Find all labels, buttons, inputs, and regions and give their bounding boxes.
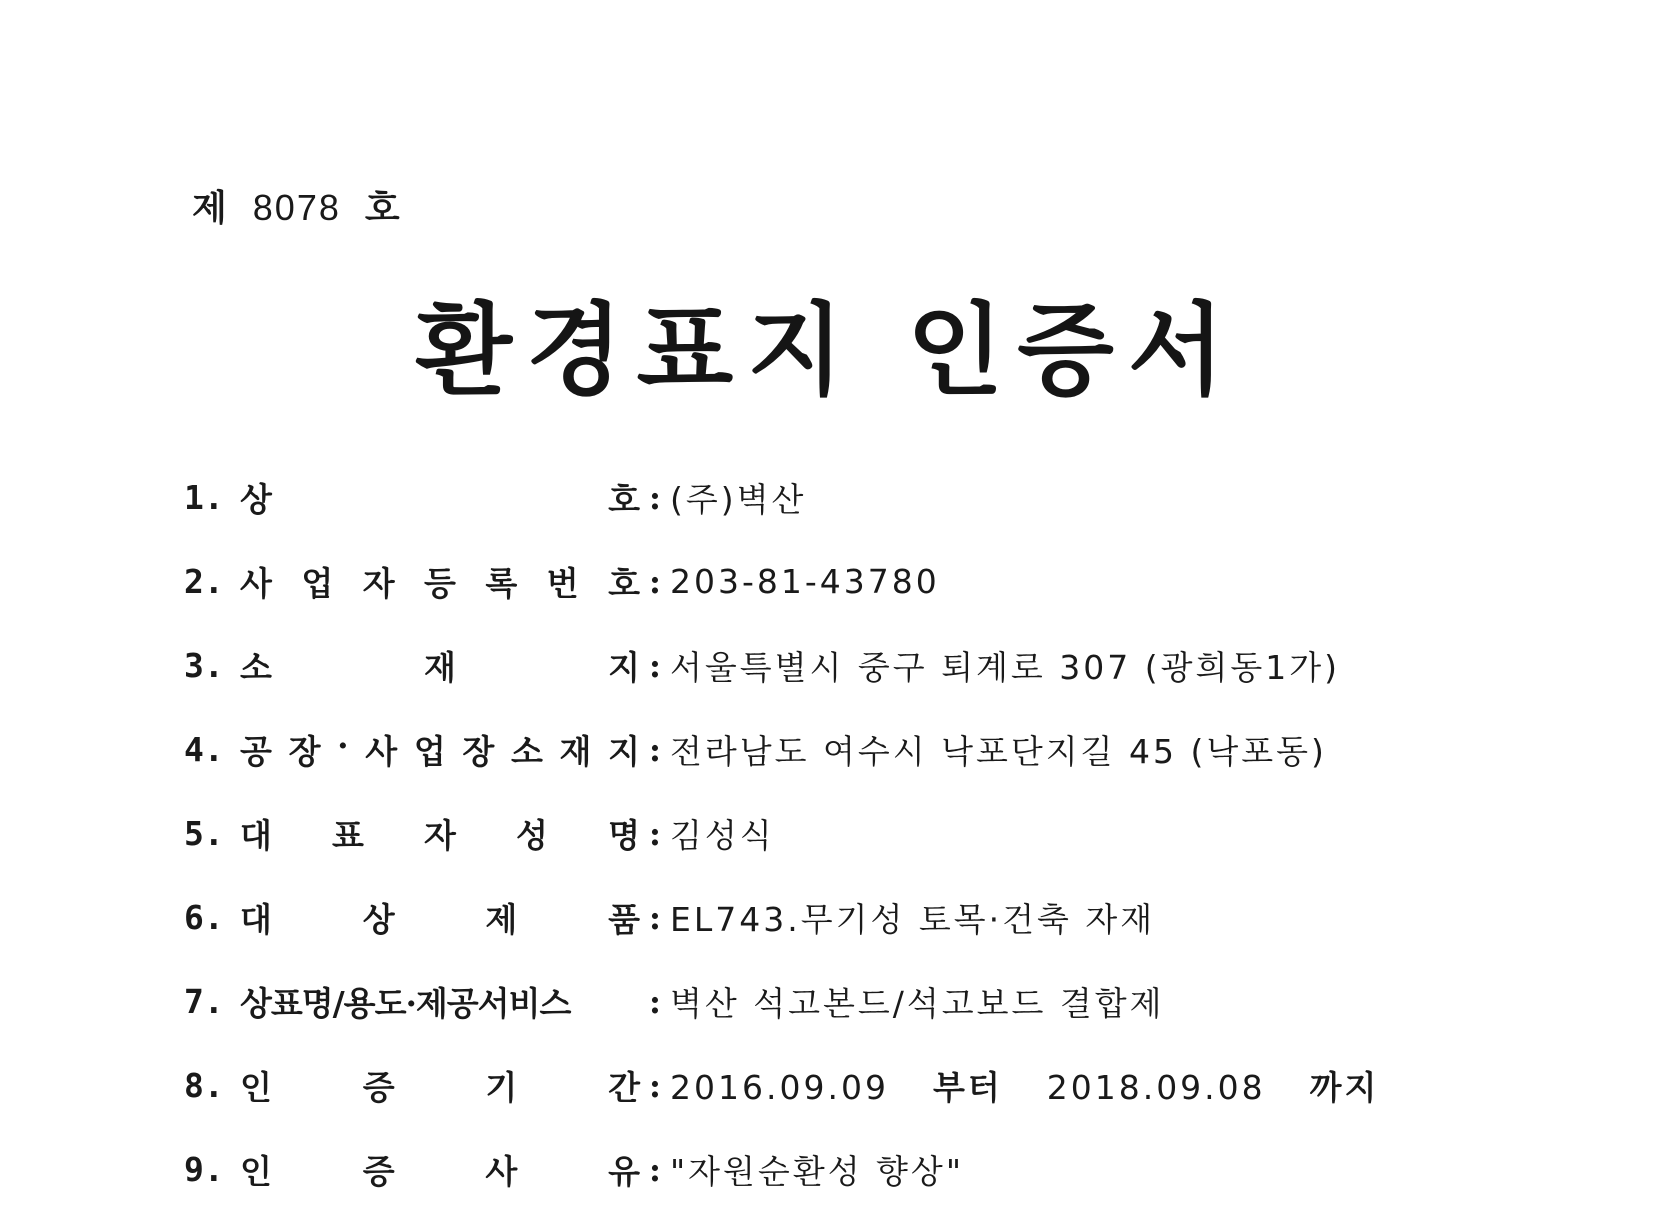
label-char: · xyxy=(337,725,349,765)
label-char: 호 xyxy=(608,479,640,519)
label-char: 대 xyxy=(240,815,272,855)
field-colon: : xyxy=(648,1149,662,1189)
label-char: 사 xyxy=(240,563,272,603)
certificate-number-value: 8078 xyxy=(252,187,341,228)
field-colon: : xyxy=(648,897,662,937)
label-char: 업 xyxy=(413,731,446,771)
label-char: 재 xyxy=(559,731,592,771)
field-index: 6. xyxy=(184,897,224,937)
field-colon: : xyxy=(648,1065,662,1105)
label-char: 호 xyxy=(608,563,640,603)
field-index: 5. xyxy=(184,813,224,853)
field-label xyxy=(184,978,640,1025)
field-index: 3. xyxy=(184,645,224,685)
label-char: 자 xyxy=(424,815,456,855)
label-char: 장 xyxy=(288,731,321,771)
field-colon: : xyxy=(648,981,662,1021)
label-char: 증 xyxy=(362,1067,395,1107)
period-end-date: 2018.09.08 xyxy=(1046,1067,1266,1107)
certificate-title: 환경표지 인증서 xyxy=(415,291,1239,409)
field-row-brand-name xyxy=(184,959,1604,1043)
field-row-address xyxy=(184,623,1604,707)
field-label xyxy=(184,810,640,857)
label-char: 표 xyxy=(332,815,364,855)
label-char: 번 xyxy=(546,563,579,603)
period-start-date: 2016.09.09 xyxy=(670,1067,889,1107)
label-char: 사 xyxy=(365,731,398,771)
label-char: 간 xyxy=(608,1067,640,1107)
field-value-representative: 김성식 xyxy=(670,815,775,855)
field-colon: : xyxy=(648,477,662,517)
field-row-representative xyxy=(184,791,1604,875)
field-label-text xyxy=(240,978,640,1025)
label-char: 소 xyxy=(510,731,543,771)
certificate-number xyxy=(192,180,402,231)
field-label-text xyxy=(240,1062,640,1109)
label-char: 제 xyxy=(485,899,518,939)
field-colon: : xyxy=(648,645,662,685)
field-label-text xyxy=(240,810,640,857)
field-colon: : xyxy=(648,729,662,769)
label-char: 소 xyxy=(240,647,272,687)
field-colon: : xyxy=(648,813,662,853)
field-value-business-number: 203-81-43780 xyxy=(670,561,940,601)
label-char: 증 xyxy=(362,1151,395,1191)
field-value-certification-reason: "자원순환성 향상" xyxy=(670,1151,964,1191)
field-index: 2. xyxy=(184,561,224,601)
field-index: 9. xyxy=(184,1149,224,1189)
field-index: 7. xyxy=(184,981,224,1021)
field-label xyxy=(184,558,640,605)
field-value-target-product: EL743.무기성 토목·건축 자재 xyxy=(670,899,1156,939)
field-row-certification-reason xyxy=(184,1127,1604,1211)
label-char: 사 xyxy=(485,1151,518,1191)
label-char: 장 xyxy=(462,731,495,771)
field-colon: : xyxy=(648,561,662,601)
field-label-text xyxy=(240,642,640,689)
field-label-text xyxy=(240,726,640,773)
field-index: 8. xyxy=(184,1065,224,1105)
label-char: 명 xyxy=(608,815,640,855)
label-char: 상표명/용도·제공서비스 xyxy=(240,983,571,1023)
certificate-number-prefix: 제 xyxy=(192,187,229,229)
field-label-text xyxy=(240,474,640,521)
label-char: 인 xyxy=(240,1067,272,1107)
field-label-text xyxy=(240,894,640,941)
label-char: 상 xyxy=(240,479,272,519)
label-char: 상 xyxy=(362,899,395,939)
label-char: 유 xyxy=(608,1151,640,1191)
field-index: 1. xyxy=(184,477,224,517)
field-row-business-number xyxy=(184,539,1604,623)
field-label xyxy=(184,474,640,521)
field-label-text xyxy=(240,558,640,605)
label-char: 공 xyxy=(240,731,272,771)
label-char: 지 xyxy=(608,731,640,771)
period-until-word: 까지 xyxy=(1309,1067,1380,1107)
certificate-number-suffix: 호 xyxy=(364,187,402,229)
label-char: 인 xyxy=(240,1151,272,1191)
field-value-factory-address: 전라남도 여수시 낙포단지길 45 (낙포동) xyxy=(670,731,1327,771)
label-char: 지 xyxy=(608,647,640,687)
label-char: 기 xyxy=(485,1067,518,1107)
field-label xyxy=(184,726,640,773)
field-label xyxy=(184,894,640,941)
field-row-trade-name xyxy=(184,455,1604,539)
field-value-address: 서울특별시 중구 퇴계로 307 (광희동1가) xyxy=(670,647,1340,687)
field-value-trade-name: (주)벽산 xyxy=(670,479,807,519)
label-char: 등 xyxy=(424,563,456,603)
field-label-text xyxy=(240,1146,640,1193)
label-char: 자 xyxy=(362,563,395,603)
label-char: 성 xyxy=(516,815,548,855)
field-row-factory-address xyxy=(184,707,1604,791)
field-label xyxy=(184,1062,640,1109)
label-char: 대 xyxy=(240,899,272,939)
field-row-certification-period xyxy=(184,1043,1604,1127)
period-from-word: 부터 xyxy=(932,1067,1003,1107)
label-char: 재 xyxy=(424,647,456,687)
label-char: 품 xyxy=(608,899,640,939)
field-index: 4. xyxy=(184,729,224,769)
field-value-certification-period xyxy=(670,1062,1423,1109)
label-char: 록 xyxy=(485,563,518,603)
label-char: 업 xyxy=(301,563,334,603)
certificate-fields xyxy=(184,455,1604,1211)
field-label xyxy=(184,642,640,689)
field-row-target-product xyxy=(184,875,1604,959)
field-label xyxy=(184,1146,640,1193)
field-value-brand-name: 벽산 석고본드/석고보드 결합제 xyxy=(670,983,1165,1023)
